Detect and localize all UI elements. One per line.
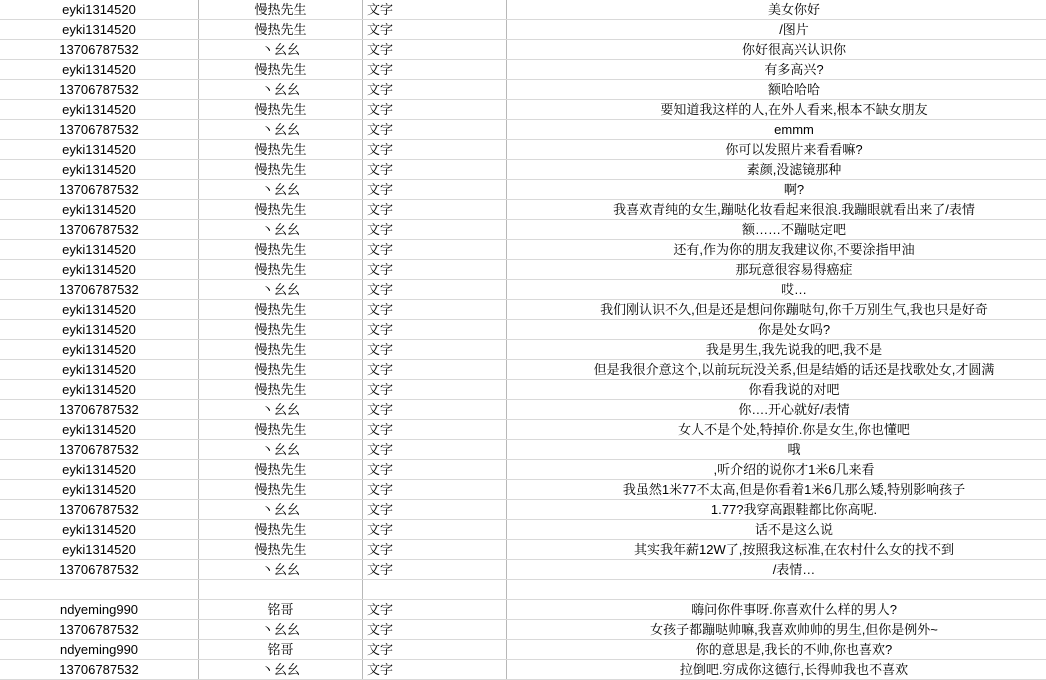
sender-name-cell[interactable]: 慢热先生: [199, 100, 363, 120]
sender-name-cell[interactable]: 慢热先生: [199, 460, 363, 480]
msg-type-cell[interactable]: 文字: [363, 420, 507, 440]
sender-name-cell[interactable]: 丶幺幺: [199, 440, 363, 460]
msg-type-cell[interactable]: 文字: [363, 620, 507, 640]
sender-id-cell[interactable]: eyki1314520: [0, 480, 199, 500]
table-row[interactable]: [0, 440, 1046, 460]
content-cell[interactable]: 1.77?我穿高跟鞋都比你高呢.: [507, 500, 1046, 520]
msg-type-cell[interactable]: 文字: [363, 20, 507, 40]
msg-type-cell[interactable]: 文字: [363, 140, 507, 160]
content-cell[interactable]: 美女你好: [507, 0, 1046, 20]
sender-id-cell[interactable]: eyki1314520: [0, 300, 199, 320]
sender-name-cell[interactable]: 丶幺幺: [199, 180, 363, 200]
sender-id-cell[interactable]: 13706787532: [0, 400, 199, 420]
msg-type-cell[interactable]: 文字: [363, 520, 507, 540]
content-cell[interactable]: /图片: [507, 20, 1046, 40]
table-row[interactable]: [0, 280, 1046, 300]
table-row[interactable]: [0, 120, 1046, 140]
content-cell[interactable]: /表情…: [507, 560, 1046, 580]
msg-type-cell[interactable]: 文字: [363, 300, 507, 320]
sender-name-cell[interactable]: 慢热先生: [199, 420, 363, 440]
table-row[interactable]: [0, 500, 1046, 520]
sender-id-cell[interactable]: eyki1314520: [0, 140, 199, 160]
content-cell[interactable]: 但是我很介意这个,以前玩玩没关系,但是结婚的话还是找歌处女,才圆满: [507, 360, 1046, 380]
sender-name-cell[interactable]: 丶幺幺: [199, 220, 363, 240]
sender-name-cell[interactable]: 慢热先生: [199, 300, 363, 320]
content-cell[interactable]: 你好很高兴认识你: [507, 40, 1046, 60]
sender-name-cell[interactable]: 慢热先生: [199, 540, 363, 560]
sender-id-cell[interactable]: eyki1314520: [0, 320, 199, 340]
sender-id-cell[interactable]: 13706787532: [0, 500, 199, 520]
table-row[interactable]: [0, 480, 1046, 500]
table-row[interactable]: [0, 200, 1046, 220]
content-cell[interactable]: 有多高兴?: [507, 60, 1046, 80]
msg-type-cell[interactable]: 文字: [363, 400, 507, 420]
sender-id-cell[interactable]: eyki1314520: [0, 420, 199, 440]
msg-type-cell[interactable]: 文字: [363, 260, 507, 280]
msg-type-cell[interactable]: 文字: [363, 540, 507, 560]
table-row[interactable]: [0, 300, 1046, 320]
msg-type-cell[interactable]: 文字: [363, 340, 507, 360]
msg-type-cell[interactable]: 文字: [363, 240, 507, 260]
sender-id-cell[interactable]: 13706787532: [0, 620, 199, 640]
sender-name-cell[interactable]: 丶幺幺: [199, 560, 363, 580]
table-row[interactable]: [0, 560, 1046, 580]
msg-type-cell[interactable]: 文字: [363, 160, 507, 180]
sender-name-cell[interactable]: 丶幺幺: [199, 120, 363, 140]
msg-type-cell[interactable]: 文字: [363, 40, 507, 60]
content-cell[interactable]: 素颜,没滤镜那种: [507, 160, 1046, 180]
content-cell[interactable]: 女人不是个处,特掉价.你是女生,你也懂吧: [507, 420, 1046, 440]
sender-id-cell[interactable]: eyki1314520: [0, 100, 199, 120]
sender-name-cell[interactable]: 慢热先生: [199, 60, 363, 80]
sender-id-cell[interactable]: eyki1314520: [0, 340, 199, 360]
table-row[interactable]: [0, 0, 1046, 20]
sender-id-cell[interactable]: 13706787532: [0, 180, 199, 200]
content-cell[interactable]: 哎…: [507, 280, 1046, 300]
sender-name-cell[interactable]: 慢热先生: [199, 340, 363, 360]
content-cell[interactable]: 女孩子都蹦哒帅嘛,我喜欢帅帅的男生,但你是例外~: [507, 620, 1046, 640]
content-cell[interactable]: 额哈哈哈: [507, 80, 1046, 100]
table-row[interactable]: [0, 160, 1046, 180]
sender-id-cell[interactable]: ndyeming990: [0, 600, 199, 620]
sender-name-cell[interactable]: 丶幺幺: [199, 660, 363, 680]
content-cell[interactable]: 话不是这么说: [507, 520, 1046, 540]
sender-name-cell[interactable]: 慢热先生: [199, 140, 363, 160]
sender-id-cell[interactable]: eyki1314520: [0, 0, 199, 20]
sender-id-cell[interactable]: 13706787532: [0, 560, 199, 580]
sender-id-cell[interactable]: eyki1314520: [0, 240, 199, 260]
sender-name-cell[interactable]: 慢热先生: [199, 20, 363, 40]
sender-name-cell[interactable]: 慢热先生: [199, 360, 363, 380]
msg-type-cell[interactable]: 文字: [363, 60, 507, 80]
sender-id-cell[interactable]: eyki1314520: [0, 60, 199, 80]
sender-name-cell[interactable]: 慢热先生: [199, 260, 363, 280]
table-row[interactable]: [0, 380, 1046, 400]
sender-name-cell[interactable]: 慢热先生: [199, 380, 363, 400]
sender-id-cell[interactable]: eyki1314520: [0, 360, 199, 380]
msg-type-cell[interactable]: 文字: [363, 600, 507, 620]
msg-type-cell[interactable]: [363, 580, 507, 600]
msg-type-cell[interactable]: 文字: [363, 500, 507, 520]
sender-id-cell[interactable]: eyki1314520: [0, 520, 199, 540]
table-row[interactable]: [0, 140, 1046, 160]
content-cell[interactable]: 其实我年薪12W了,按照我这标准,在农村什么女的找不到: [507, 540, 1046, 560]
content-cell[interactable]: 你看我说的对吧: [507, 380, 1046, 400]
sender-id-cell[interactable]: 13706787532: [0, 280, 199, 300]
table-row[interactable]: [0, 180, 1046, 200]
content-cell[interactable]: 你….开心就好/表情: [507, 400, 1046, 420]
msg-type-cell[interactable]: 文字: [363, 220, 507, 240]
table-row[interactable]: [0, 100, 1046, 120]
table-row[interactable]: [0, 220, 1046, 240]
sender-id-cell[interactable]: ndyeming990: [0, 640, 199, 660]
content-cell[interactable]: 你的意思是,我长的不帅,你也喜欢?: [507, 640, 1046, 660]
msg-type-cell[interactable]: 文字: [363, 480, 507, 500]
msg-type-cell[interactable]: 文字: [363, 100, 507, 120]
table-row[interactable]: [0, 600, 1046, 620]
msg-type-cell[interactable]: 文字: [363, 380, 507, 400]
msg-type-cell[interactable]: 文字: [363, 640, 507, 660]
sender-name-cell[interactable]: 丶幺幺: [199, 40, 363, 60]
content-cell[interactable]: emmm: [507, 120, 1046, 140]
msg-type-cell[interactable]: 文字: [363, 200, 507, 220]
sender-name-cell[interactable]: 慢热先生: [199, 160, 363, 180]
table-row[interactable]: [0, 540, 1046, 560]
sender-id-cell[interactable]: [0, 580, 199, 600]
msg-type-cell[interactable]: 文字: [363, 660, 507, 680]
sender-name-cell[interactable]: 慢热先生: [199, 480, 363, 500]
table-row[interactable]: [0, 640, 1046, 660]
sender-id-cell[interactable]: 13706787532: [0, 220, 199, 240]
table-row[interactable]: [0, 400, 1046, 420]
sender-name-cell[interactable]: 丶幺幺: [199, 280, 363, 300]
sender-id-cell[interactable]: eyki1314520: [0, 380, 199, 400]
content-cell[interactable]: ,听介绍的说你才1米6几来看: [507, 460, 1046, 480]
content-cell[interactable]: 你可以发照片来看看嘛?: [507, 140, 1046, 160]
content-cell[interactable]: 额……不蹦哒定吧: [507, 220, 1046, 240]
sender-id-cell[interactable]: eyki1314520: [0, 540, 199, 560]
sender-id-cell[interactable]: eyki1314520: [0, 200, 199, 220]
sender-name-cell[interactable]: 丶幺幺: [199, 620, 363, 640]
sender-name-cell[interactable]: 丶幺幺: [199, 500, 363, 520]
sender-id-cell[interactable]: 13706787532: [0, 120, 199, 140]
table-row[interactable]: [0, 320, 1046, 340]
table-row[interactable]: [0, 520, 1046, 540]
sender-name-cell[interactable]: 铭哥: [199, 600, 363, 620]
content-cell[interactable]: 拉倒吧.穷成你这德行,长得帅我也不喜欢: [507, 660, 1046, 680]
sender-name-cell[interactable]: 慢热先生: [199, 320, 363, 340]
table-row[interactable]: [0, 340, 1046, 360]
sender-name-cell[interactable]: 慢热先生: [199, 240, 363, 260]
table-row[interactable]: [0, 460, 1046, 480]
content-cell[interactable]: [507, 580, 1046, 600]
sender-id-cell[interactable]: 13706787532: [0, 80, 199, 100]
content-cell[interactable]: 我是男生,我先说我的吧,我不是: [507, 340, 1046, 360]
content-cell[interactable]: 我喜欢青纯的女生,蹦哒化妆看起来很浪.我蹦眼就看出来了/表情: [507, 200, 1046, 220]
sender-id-cell[interactable]: 13706787532: [0, 40, 199, 60]
content-cell[interactable]: 我虽然1米77不太高,但是你看着1米6几那么矮,特别影响孩子: [507, 480, 1046, 500]
sender-name-cell[interactable]: 慢热先生: [199, 0, 363, 20]
table-row[interactable]: [0, 620, 1046, 640]
sender-id-cell[interactable]: eyki1314520: [0, 260, 199, 280]
msg-type-cell[interactable]: 文字: [363, 280, 507, 300]
sender-name-cell[interactable]: 铭哥: [199, 640, 363, 660]
sender-name-cell[interactable]: 慢热先生: [199, 200, 363, 220]
msg-type-cell[interactable]: 文字: [363, 360, 507, 380]
table-row[interactable]: [0, 260, 1046, 280]
content-cell[interactable]: 我们刚认识不久,但是还是想问你蹦哒句,你千万别生气,我也只是好奇: [507, 300, 1046, 320]
msg-type-cell[interactable]: 文字: [363, 120, 507, 140]
table-row[interactable]: [0, 60, 1046, 80]
msg-type-cell[interactable]: 文字: [363, 460, 507, 480]
content-cell[interactable]: 啊?: [507, 180, 1046, 200]
sender-name-cell[interactable]: [199, 580, 363, 600]
table-row[interactable]: [0, 20, 1046, 40]
content-cell[interactable]: 那玩意很容易得癌症: [507, 260, 1046, 280]
table-row[interactable]: [0, 240, 1046, 260]
table-row[interactable]: [0, 580, 1046, 600]
sender-name-cell[interactable]: 丶幺幺: [199, 400, 363, 420]
sender-id-cell[interactable]: eyki1314520: [0, 20, 199, 40]
sender-name-cell[interactable]: 丶幺幺: [199, 80, 363, 100]
msg-type-cell[interactable]: 文字: [363, 180, 507, 200]
msg-type-cell[interactable]: 文字: [363, 560, 507, 580]
sender-id-cell[interactable]: 13706787532: [0, 660, 199, 680]
sender-name-cell[interactable]: 慢热先生: [199, 520, 363, 540]
content-cell[interactable]: 你是处女吗?: [507, 320, 1046, 340]
table-row[interactable]: [0, 660, 1046, 680]
content-cell[interactable]: 要知道我这样的人,在外人看来,根本不缺女朋友: [507, 100, 1046, 120]
msg-type-cell[interactable]: 文字: [363, 80, 507, 100]
table-row[interactable]: [0, 40, 1046, 60]
sender-id-cell[interactable]: eyki1314520: [0, 160, 199, 180]
content-cell[interactable]: 还有,作为你的朋友我建议你,不要涂指甲油: [507, 240, 1046, 260]
msg-type-cell[interactable]: 文字: [363, 320, 507, 340]
table-row[interactable]: [0, 360, 1046, 380]
content-cell[interactable]: 嗨问你件事呀.你喜欢什么样的男人?: [507, 600, 1046, 620]
table-row[interactable]: [0, 420, 1046, 440]
sender-id-cell[interactable]: eyki1314520: [0, 460, 199, 480]
msg-type-cell[interactable]: 文字: [363, 440, 507, 460]
table-row[interactable]: [0, 80, 1046, 100]
msg-type-cell[interactable]: 文字: [363, 0, 507, 20]
sender-id-cell[interactable]: 13706787532: [0, 440, 199, 460]
content-cell[interactable]: 哦: [507, 440, 1046, 460]
